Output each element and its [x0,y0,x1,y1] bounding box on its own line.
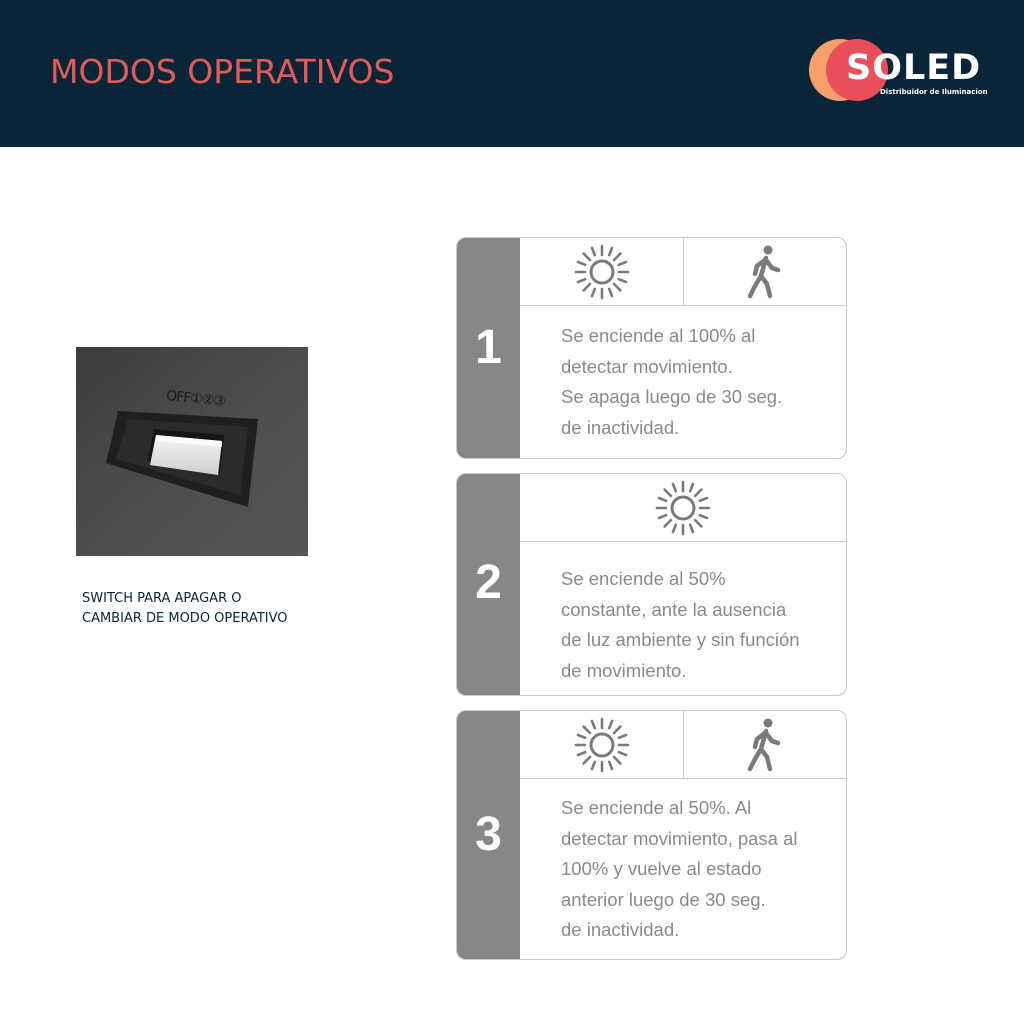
mode-card-3 [456,710,847,960]
mode-number: 3 [475,808,502,861]
mode-description-line: 100% y vuelve al estado [561,858,762,879]
mode-icon-row [520,474,846,542]
mode-description-line: de movimiento. [561,659,687,681]
logo-tagline: Distribuidor de Iluminacion [880,88,988,96]
sun-icon [520,238,683,305]
mode-card-1 [456,237,847,459]
mode-description-line: Se enciende al 50%. Al [561,797,752,818]
walking-person-icon [684,711,846,778]
mode-description-line: anterior luego de 30 seg. [561,888,766,910]
mode-description-line: constante, ante la ausencia [561,598,787,620]
logo-wordmark: SOLED [846,48,982,88]
mode-description-line: Se enciende al 50% [561,568,726,589]
switch-caption-line: SWITCH PARA APAGAR O [82,591,242,606]
switch-caption-line: CAMBIAR DE MODO OPERATIVO [82,611,288,626]
switch-caption [82,589,342,629]
mode-icon-row [520,238,846,306]
mode-description-line: detectar movimiento. [561,355,733,377]
mode-description-line: de inactividad. [561,919,680,940]
walking-person-icon [684,238,846,305]
mode-description-line: Se enciende al 100% al [561,325,756,346]
mode-description [561,321,836,443]
soled-logo [806,36,996,108]
switch-illustration [76,347,308,556]
page-title: MODOS OPERATIVOS [50,52,395,91]
header-banner [0,0,1024,147]
mode-icon-row [520,711,846,779]
switch-photo [76,347,308,556]
mode-description [561,564,836,686]
mode-number-panel [457,474,520,695]
switch-marking: OFF①②③ [165,387,226,411]
mode-number: 2 [475,556,502,609]
mode-description-line: Se apaga luego de 30 seg. [561,386,783,407]
mode-description-line: de inactividad. [561,416,680,438]
mode-number: 1 [475,321,502,374]
mode-number-panel [457,711,520,959]
mode-card-2 [456,473,847,696]
mode-description [561,793,836,946]
sun-icon [520,711,683,778]
mode-number-panel [457,238,520,458]
mode-description-line: de luz ambiente y sin función [561,629,800,650]
mode-description-line: detectar movimiento, pasa al [561,827,798,849]
sun-icon [520,474,846,541]
